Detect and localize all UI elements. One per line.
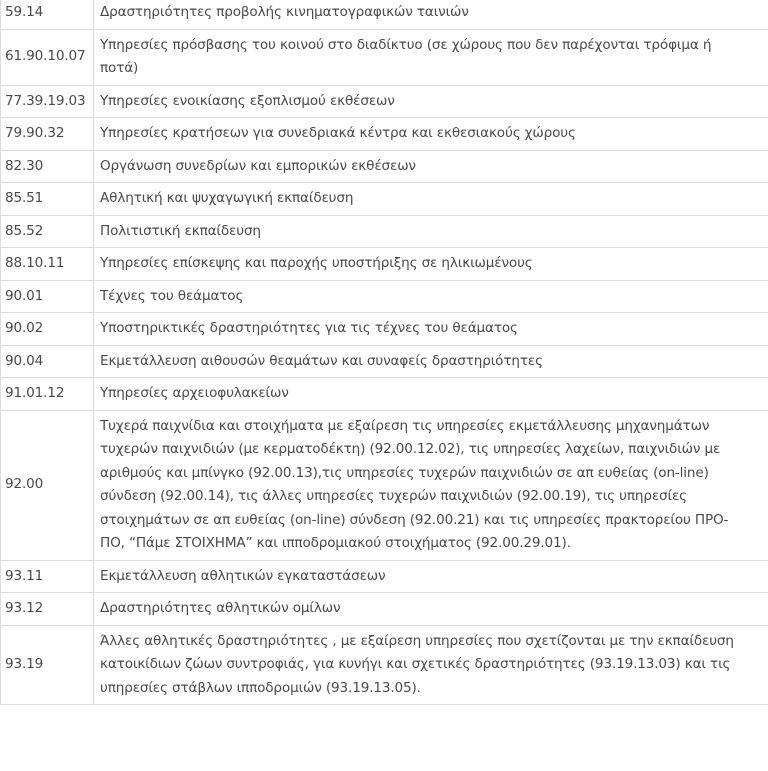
table-row <box>1 118 768 151</box>
activity-description: Εκμετάλλευση αιθουσών θεαμάτων και συναφείς δραστηριότητες <box>94 345 768 378</box>
table-row <box>1 150 768 183</box>
activity-code: 79.90.32 <box>1 118 94 151</box>
activity-code: 90.04 <box>1 345 94 378</box>
activity-description: Υπηρεσίες αρχειοφυλακείων <box>94 378 768 411</box>
activity-code: 92.00 <box>1 410 94 560</box>
activity-code: 93.11 <box>1 560 94 593</box>
table-row <box>1 345 768 378</box>
table-row <box>1 625 768 705</box>
activity-code: 90.01 <box>1 280 94 313</box>
table-row <box>1 29 768 85</box>
activity-description: Αθλητική και ψυχαγωγική εκπαίδευση <box>94 183 768 216</box>
activity-description: Τέχνες του θεάματος <box>94 280 768 313</box>
activity-description: Υπηρεσίες επίσκεψης και παροχής υποστήριξης σε ηλικιωμένους <box>94 248 768 281</box>
activity-code: 88.10.11 <box>1 248 94 281</box>
activity-code: 91.01.12 <box>1 378 94 411</box>
table-row <box>1 0 768 29</box>
activity-code: 90.02 <box>1 313 94 346</box>
activity-code: 77.39.19.03 <box>1 85 94 118</box>
activity-code: 93.19 <box>1 625 94 705</box>
activity-description: Εκμετάλλευση αθλητικών εγκαταστάσεων <box>94 560 768 593</box>
activity-description: Οργάνωση συνεδρίων και εμπορικών εκθέσεων <box>94 150 768 183</box>
activity-description: Υποστηρικτικές δραστηριότητες για τις τέχνες του θεάματος <box>94 313 768 346</box>
table-row <box>1 560 768 593</box>
table-row <box>1 593 768 626</box>
table-row <box>1 215 768 248</box>
activity-description: Υπηρεσίες ενοικίασης εξοπλισμού εκθέσεων <box>94 85 768 118</box>
activity-code: 93.12 <box>1 593 94 626</box>
activity-code: 85.51 <box>1 183 94 216</box>
activity-description: Τυχερά παιχνίδια και στοιχήματα με εξαίρεση τις υπηρεσίες εκμετάλλευσης μηχανημάτων τυχερών παιχνιδιών (με κερματοδέκτη) (92.00.12.02), τις υπηρεσίες λαχείων, παιχνιδιών με αριθμούς και μπίνγκο (92.00.13),τις υπηρεσίες τυχερών παιχνιδιών σε απ ευθείας (on-line) σύνδεση (92.00.14), τις άλλες υπηρεσίες τυχερών παιχνιδιών (92.00.19), τις υπηρεσίες στοιχημάτων σε απ ευθείας (on-line) σύνδεση (92.00.21) και τις υπηρεσίες πρακτορείου ΠΡΟ-ΠΟ, “Πάμε ΣΤΟΙΧΗΜΑ” και ιπποδρομιακού στοιχήματος (92.00.29.01). <box>94 410 768 560</box>
activity-code: 85.52 <box>1 215 94 248</box>
activity-description: Υπηρεσίες κρατήσεων για συνεδριακά κέντρα και εκθεσιακούς χώρους <box>94 118 768 151</box>
table-row <box>1 280 768 313</box>
activity-description: Δραστηριότητες αθλητικών ομίλων <box>94 593 768 626</box>
table-row <box>1 313 768 346</box>
activity-code: 82.30 <box>1 150 94 183</box>
activity-code: 59.14 <box>1 0 94 29</box>
table-row <box>1 410 768 560</box>
activity-code: 61.90.10.07 <box>1 29 94 85</box>
table-row <box>1 248 768 281</box>
activity-description: Άλλες αθλητικές δραστηριότητες , με εξαίρεση υπηρεσίες που σχετίζονται με την εκπαίδευση κατοικίδιων ζώων συντροφιάς, για κυνήγι και σχετικές δραστηριότητες (93.19.13.03) και τις υπηρεσίες στάβλων ιπποδρομιών (93.19.13.05). <box>94 625 768 705</box>
activity-description: Πολιτιστική εκπαίδευση <box>94 215 768 248</box>
table-row <box>1 85 768 118</box>
table-row <box>1 378 768 411</box>
table-row <box>1 183 768 216</box>
activity-description: Υπηρεσίες πρόσβασης του κοινού στο διαδίκτυο (σε χώρους που δεν παρέχονται τρόφιμα ή ποτά) <box>94 29 768 85</box>
activity-description: Δραστηριότητες προβολής κινηματογραφικών ταινιών <box>94 0 768 29</box>
